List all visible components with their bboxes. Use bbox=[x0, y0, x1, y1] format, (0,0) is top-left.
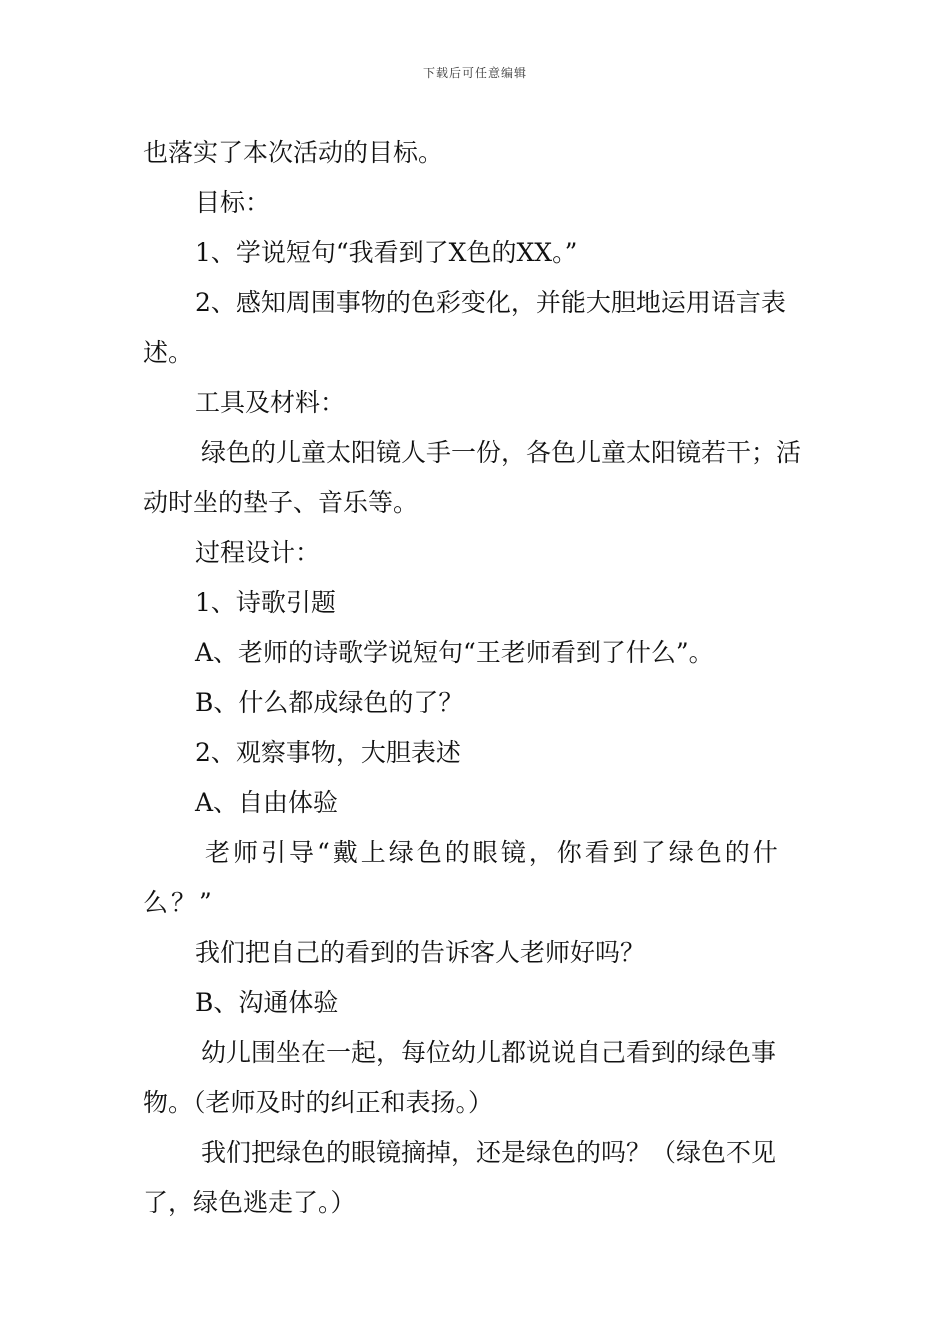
process-step-2a: A、自由体验 bbox=[195, 788, 339, 817]
process-step-1a: A、老师的诗歌学说短句“王老师看到了什么”。 bbox=[195, 638, 714, 667]
glasses-removed: 我们把绿色的眼镜摘掉，还是绿色的吗？（绿色不见了，绿色逃走了。） bbox=[143, 1138, 777, 1217]
process-step-1: 1、诗歌引题 bbox=[195, 588, 336, 617]
process-step-2: 2、观察事物，大胆表述 bbox=[195, 738, 461, 767]
goal-item-1: 1、学说短句“我看到了X色的XX。” bbox=[195, 238, 578, 267]
materials-text: 绿色的儿童太阳镜人手一份，各色儿童太阳镜若干；活动时坐的垫子、音乐等。 bbox=[143, 438, 802, 517]
process-step-1b: B、什么都成绿色的了？ bbox=[195, 688, 464, 717]
process-step-2b: B、沟通体验 bbox=[195, 988, 339, 1017]
section-heading-materials: 工具及材料： bbox=[195, 388, 346, 417]
goal-item-2: 2、感知周围事物的色彩变化，并能大胆地运用语言表述。 bbox=[143, 288, 786, 367]
section-heading-process: 过程设计： bbox=[195, 538, 321, 567]
section-heading-goals: 目标： bbox=[195, 188, 271, 217]
paragraph-continuation: 也落实了本次活动的目标。 bbox=[143, 138, 444, 167]
children-sharing: 幼儿围坐在一起，每位幼儿都说说自己看到的绿色事物。（老师及时的纠正和表扬。） bbox=[143, 1038, 777, 1117]
teacher-guidance: 老师引导“戴上绿色的眼镜，你看到了绿色的什么？” bbox=[143, 838, 781, 917]
page-header: 下载后可任意编辑 bbox=[422, 66, 527, 80]
question-to-guests: 我们把自己的看到的告诉客人老师好吗？ bbox=[195, 938, 646, 967]
document-body bbox=[143, 128, 807, 1228]
